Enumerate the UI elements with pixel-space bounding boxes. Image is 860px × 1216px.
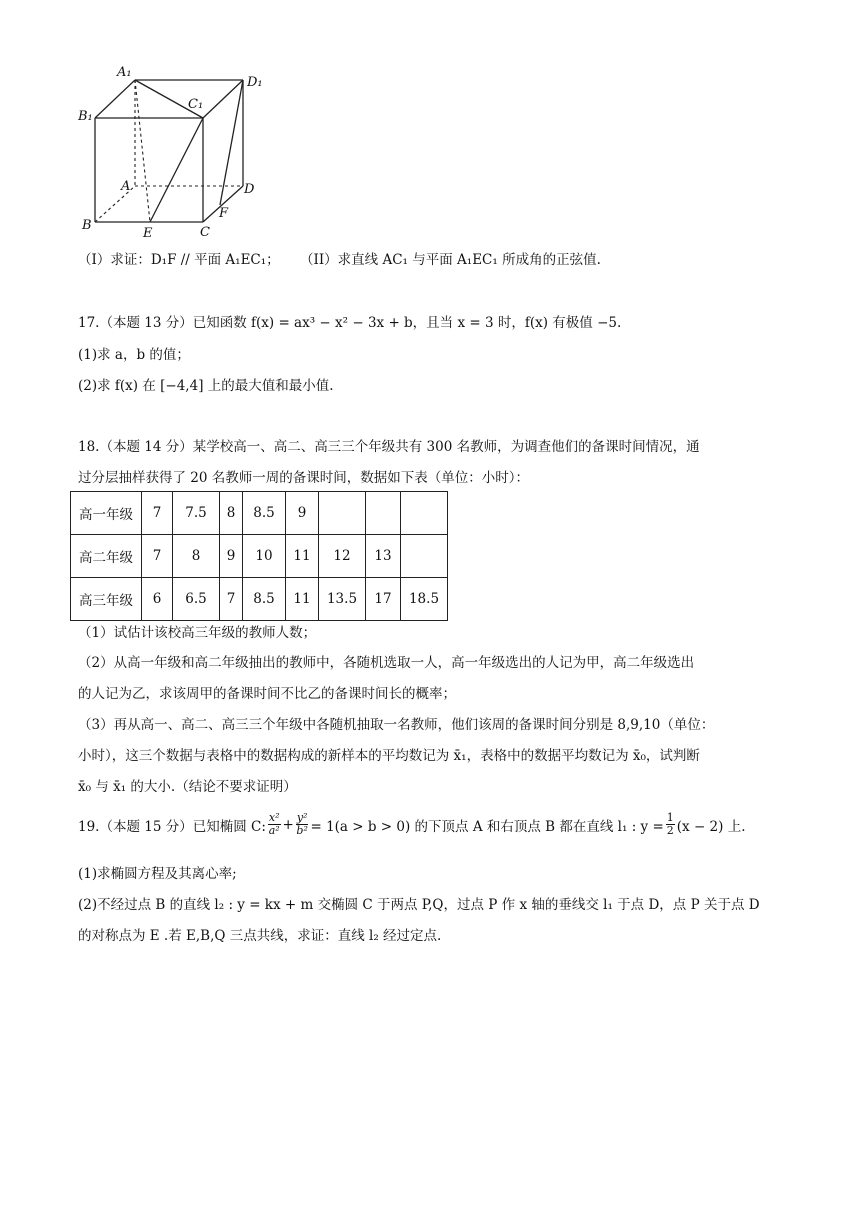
q18-stem-line2: 过分层抽样获得了 20 名教师一周的备课时间，数据如下表（单位：小时）：	[78, 470, 530, 486]
q19-part2-line1: (2)不经过点 B 的直线 l₂ : y = kx + m 交椭圆 C 于两点 P,Q，过点 P 作 x 轴的垂线交 l₁ 于点 D，点 P 关于点 D	[78, 897, 760, 913]
frac-y2-b2: $\frac{\text{y²}}{\text{b²}}$	[296, 811, 308, 837]
table-cell: 高三年级	[71, 578, 142, 621]
q17-part1: (1)求 a，b 的值；	[78, 347, 190, 363]
cube-figure	[70, 60, 280, 245]
table-cell: 11	[286, 535, 319, 578]
q17-stem: 17.（本题 13 分）已知函数 f(x) = ax³ − x² − 3x + b，且当 x = 3 时，f(x) 有极值 −5.	[78, 315, 622, 331]
label-A1: A₁	[117, 65, 132, 80]
table-row	[71, 535, 448, 578]
q18-part2-line1: （2）从高一年级和高二年级抽出的教师中，各随机选取一人，高一年级选出的人记为甲，高二年级选出	[78, 655, 695, 671]
table-cell: 10	[243, 535, 286, 578]
table-cell: 7	[142, 492, 173, 535]
table-row	[71, 578, 448, 621]
q16-part2: （II）求直线 AC₁ 与平面 A₁EC₁ 所成角的正弦值.	[300, 252, 601, 268]
table-cell: 13.5	[319, 578, 366, 621]
table-cell: 8.5	[243, 578, 286, 621]
label-C1: C₁	[188, 97, 204, 112]
table-cell	[401, 492, 448, 535]
label-D: D	[244, 182, 255, 197]
table-cell: 6	[142, 578, 173, 621]
q19-stem-start: 19.（本题 15 分）已知椭圆 C:	[78, 818, 266, 835]
table-cell	[366, 492, 401, 535]
table-cell	[319, 492, 366, 535]
table-cell: 9	[220, 535, 243, 578]
table-row	[71, 492, 448, 535]
q18-part3-line3: x̄₀ 与 x̄₁ 的大小.（结论不要求证明）	[78, 779, 297, 795]
label-A: A	[121, 179, 131, 194]
label-E: E	[143, 226, 153, 241]
table-cell: 11	[286, 578, 319, 621]
q19-part2-line2: 的对称点为 E .若 E,B,Q 三点共线，求证：直线 l₂ 经过定点.	[78, 928, 442, 944]
frac-x2-a2: $\frac{\text{x²}}{\text{a²}}$	[268, 811, 280, 837]
table-cell	[401, 535, 448, 578]
q18-part3-line2: 小时），这三个数据与表格中的数据构成的新样本的平均数记为 x̄₁，表格中的数据平均数记为 x̄₀，试判断	[78, 748, 700, 764]
q17-part2: (2)求 f(x) 在 [−4,4] 上的最大值和最小值.	[78, 378, 334, 394]
frac-one-half: $\frac{1}{2}$	[666, 811, 674, 837]
label-D1: D₁	[247, 75, 263, 90]
table-cell: 12	[319, 535, 366, 578]
q19-stem-end: (x − 2) 上.	[676, 818, 746, 835]
table-cell: 高一年级	[71, 492, 142, 535]
table-cell: 18.5	[401, 578, 448, 621]
q19-stem	[78, 812, 746, 837]
plus-sign: +	[282, 816, 294, 833]
table-cell: 17	[366, 578, 401, 621]
q18-part1: （1）试估计该校高三年级的教师人数；	[78, 625, 317, 641]
table-cell: 7.5	[173, 492, 220, 535]
q19-part1: (1)求椭圆方程及其离心率;	[78, 866, 237, 882]
q16-part1: （I）求证：D₁F // 平面 A₁EC₁；	[78, 252, 280, 268]
label-B: B	[82, 218, 92, 233]
table-cell: 9	[286, 492, 319, 535]
label-B1: B₁	[78, 109, 93, 124]
table-cell: 13	[366, 535, 401, 578]
q18-part2-line2: 的人记为乙，求该周甲的备课时间不比乙的备课时间长的概率；	[78, 686, 456, 702]
prep-time-table	[70, 491, 448, 621]
table-cell: 8	[220, 492, 243, 535]
table-cell: 7	[142, 535, 173, 578]
q18-part3-line1: （3）再从高一、高二、高三三个年级中各随机抽取一名教师，他们该周的备课时间分别是 8,9,10（单位：	[78, 717, 715, 733]
table-cell: 8.5	[243, 492, 286, 535]
label-F: F	[219, 206, 229, 221]
table-cell: 6.5	[173, 578, 220, 621]
table-cell: 7	[220, 578, 243, 621]
q18-stem-line1: 18.（本题 14 分）某学校高一、高二、高三三个年级共有 300 名教师，为调查他们的备课时间情况，通	[78, 439, 700, 455]
table-cell: 高二年级	[71, 535, 142, 578]
table-cell: 8	[173, 535, 220, 578]
q19-stem-middle: = 1(a > b > 0) 的下顶点 A 和右顶点 B 都在直线 l₁ : y =	[310, 818, 664, 835]
label-C: C	[200, 225, 210, 240]
